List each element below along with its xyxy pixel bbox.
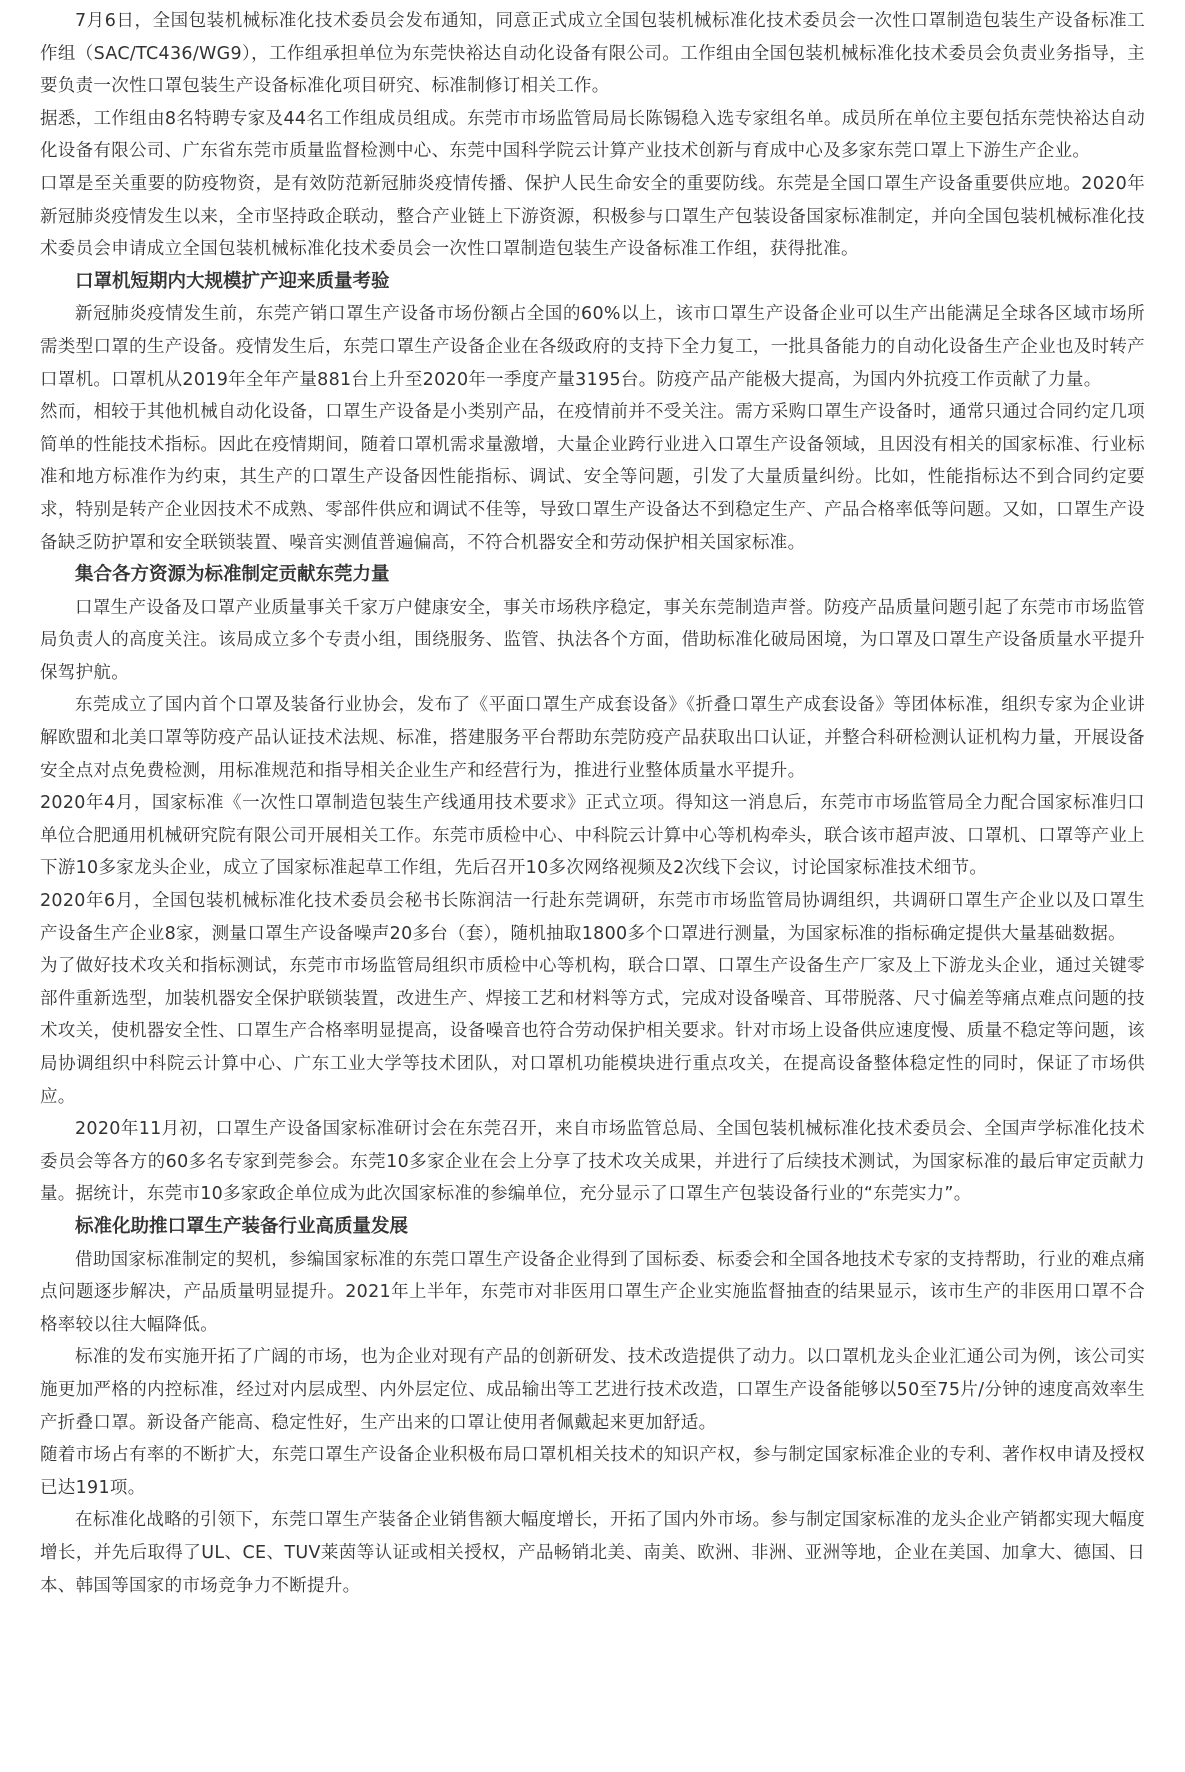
paragraph: 在标准化战略的引领下，东莞口罩生产装备企业销售额大幅度增长，开拓了国内外市场。参与制定国家标准的龙头企业产销都实现大幅度增长，并先后取得了UL、CE、TUV莱茵等认证或相关授权，产品畅销北美、南美、欧洲、非洲、亚洲等地，企业在美国、加拿大、德国、日本、韩国等国家的市场竞争力不断提升。: [40, 1510, 1145, 1596]
paragraph: 口罩是至关重要的防疫物资，是有效防范新冠肺炎疫情传播、保护人民生命安全的重要防线。东莞是全国口罩生产设备重要供应地。2020年新冠肺炎疫情发生以来，全市坚持政企联动，整合产业链上下游资源，积极参与口罩生产包装设备国家标准制定，并向全国包装机械标准化技术委员会申请成立全国包装机械标准化技术委员会一次性口罩制造包装生产设备标准工作组，获得批准。: [40, 173, 1145, 260]
paragraph: 然而，相较于其他机械自动化设备，口罩生产设备是小类别产品，在疫情前并不受关注。需方采购口罩生产设备时，通常只通过合同约定几项简单的性能技术指标。因此在疫情期间，随着口罩机需求量激增，大量企业跨行业进入口罩生产设备领域，且因没有相关的国家标准、行业标准和地方标准作为约束，其生产的口罩生产设备因性能指标、调试、安全等问题，引发了大量质量纠纷。比如，性能指标达不到合同约定要求，特别是转产企业因技术不成熟、零部件供应和调试不佳等，导致口罩生产设备达不到稳定生产、产品合格率低等问题。又如，口罩生产设备缺乏防护罩和安全联锁装置、噪音实测值普遍偏高，不符合机器安全和劳动保护相关国家标准。: [40, 402, 1145, 553]
paragraph: 东莞成立了国内首个口罩及装备行业协会，发布了《平面口罩生产成套设备》《折叠口罩生产成套设备》等团体标准，组织专家为企业讲解欧盟和北美口罩等防疫产品认证技术法规、标准，搭建服务平台帮助东莞防疫产品获取出口认证，并整合科研检测认证机构力量，开展设备安全点对点免费检测，用标准规范和指导相关企业生产和经营行为，推进行业整体质量水平提升。: [40, 695, 1145, 781]
paragraph: 2020年11月初，口罩生产设备国家标准研讨会在东莞召开，来自市场监管总局、全国包装机械标准化技术委员会、全国声学标准化技术委员会等各方的60多名专家到莞参会。东莞10多家企业在会上分享了技术攻关成果，并进行了后续技术测试，为国家标准的最后审定贡献力量。据统计，东莞市10多家政企单位成为此次国家标准的参编单位，充分显示了口罩生产包装设备行业的“东莞实力”。: [40, 1119, 1145, 1205]
paragraph: 口罩生产设备及口罩产业质量事关千家万户健康安全，事关市场秩序稳定，事关东莞制造声誉。防疫产品质量问题引起了东莞市市场监管局负责人的高度关注。该局成立多个专责小组，围绕服务、监管、执法各个方面，借助标准化破局困境，为口罩及口罩生产设备质量水平提升保驾护航。: [40, 597, 1145, 683]
paragraph: 2020年4月，国家标准《一次性口罩制造包装生产线通用技术要求》正式立项。得知这一消息后，东莞市市场监管局全力配合国家标准归口单位合肥通用机械研究院有限公司开展相关工作。东莞市质检中心、中科院云计算中心等机构牵头，联合该市超声波、口罩机、口罩等产业上下游10多家龙头企业，成立了国家标准起草工作组，先后召开10多次网络视频及2次线下会议，讨论国家标准技术细节。: [40, 793, 1145, 879]
section-heading: 口罩机短期内大规模扩产迎来质量考验: [75, 270, 390, 292]
paragraph: 借助国家标准制定的契机，参编国家标准的东莞口罩生产设备企业得到了国标委、标委会和全国各地技术专家的支持帮助，行业的难点痛点问题逐步解决，产品质量明显提升。2021年上半年，东莞市对非医用口罩生产企业实施监督抽查的结果显示，该市生产的非医用口罩不合格率较以往大幅降低。: [40, 1249, 1145, 1335]
paragraph: 2020年6月，全国包装机械标准化技术委员会秘书长陈润洁一行赴东莞调研，东莞市市场监管局协调组织，共调研口罩生产企业以及口罩生产设备生产企业8家，测量口罩生产设备噪声20多台（套），随机抽取1800多个口罩进行测量，为国家标准的指标确定提供大量基础数据。: [40, 891, 1145, 944]
paragraph: 7月6日，全国包装机械标准化技术委员会发布通知，同意正式成立全国包装机械标准化技术委员会一次性口罩制造包装生产设备标准工作组（SAC/TC436/WG9），工作组承担单位为东莞快裕达自动化设备有限公司。工作组由全国包装机械标准化技术委员会负责业务指导，主要负责一次性口罩包装生产设备标准化项目研究、标准制修订相关工作。: [40, 11, 1145, 97]
paragraph: 据悉，工作组由8名特聘专家及44名工作组成员组成。东莞市市场监管局局长陈锡稳入选专家组名单。成员所在单位主要包括东莞快裕达自动化设备有限公司、广东省东莞市质量监督检测中心、东莞中国科学院云计算产业技术创新与育成中心及多家东莞口罩上下游生产企业。: [40, 108, 1145, 162]
paragraph: 新冠肺炎疫情发生前，东莞产销口罩生产设备市场份额占全国的60%以上，该市口罩生产设备企业可以生产出能满足全球各区域市场所需类型口罩的生产设备。疫情发生后，东莞口罩生产设备企业在各级政府的支持下全力复工，一批具备能力的自动化设备生产企业也及时转产口罩机。口罩机从2019年全年产量881台上升至2020年一季度产量3195台。防疫产品产能极大提高，为国内外抗疫工作贡献了力量。: [40, 304, 1145, 390]
section-heading: 标准化助推口罩生产装备行业高质量发展: [75, 1215, 409, 1237]
paragraph: 随着市场占有率的不断扩大，东莞口罩生产设备企业积极布局口罩机相关技术的知识产权，参与制定国家标准企业的专利、著作权申请及授权已达191项。: [40, 1445, 1145, 1498]
paragraph: 为了做好技术攻关和指标测试，东莞市市场监管局组织市质检中心等机构，联合口罩、口罩生产设备生产厂家及上下游龙头企业，通过关键零部件重新选型，加装机器安全保护联锁装置，改进生产、焊接工艺和材料等方式，完成对设备噪音、耳带脱落、尺寸偏差等痛点难点问题的技术攻关，使机器安全性、口罩生产合格率明显提高，设备噪音也符合劳动保护相关要求。针对市场上设备供应速度慢、质量不稳定等问题，该局协调组织中科院云计算中心、广东工业大学等技术团队，对口罩机功能模块进行重点攻关，在提高设备整体稳定性的同时，保证了市场供应。: [40, 956, 1145, 1107]
paragraph: 标准的发布实施开拓了广阔的市场，也为企业对现有产品的创新研发、技术改造提供了动力。以口罩机龙头企业汇通公司为例，该公司实施更加严格的内控标准，经过对内层成型、内外层定位、成品输出等工艺进行技术改造，口罩生产设备能够以50至75片/分钟的速度高效率生产折叠口罩。新设备产能高、稳定性好，生产出来的口罩让使用者佩戴起来更加舒适。: [40, 1347, 1145, 1433]
section-heading: 集合各方资源为标准制定贡献东莞力量: [75, 564, 390, 586]
